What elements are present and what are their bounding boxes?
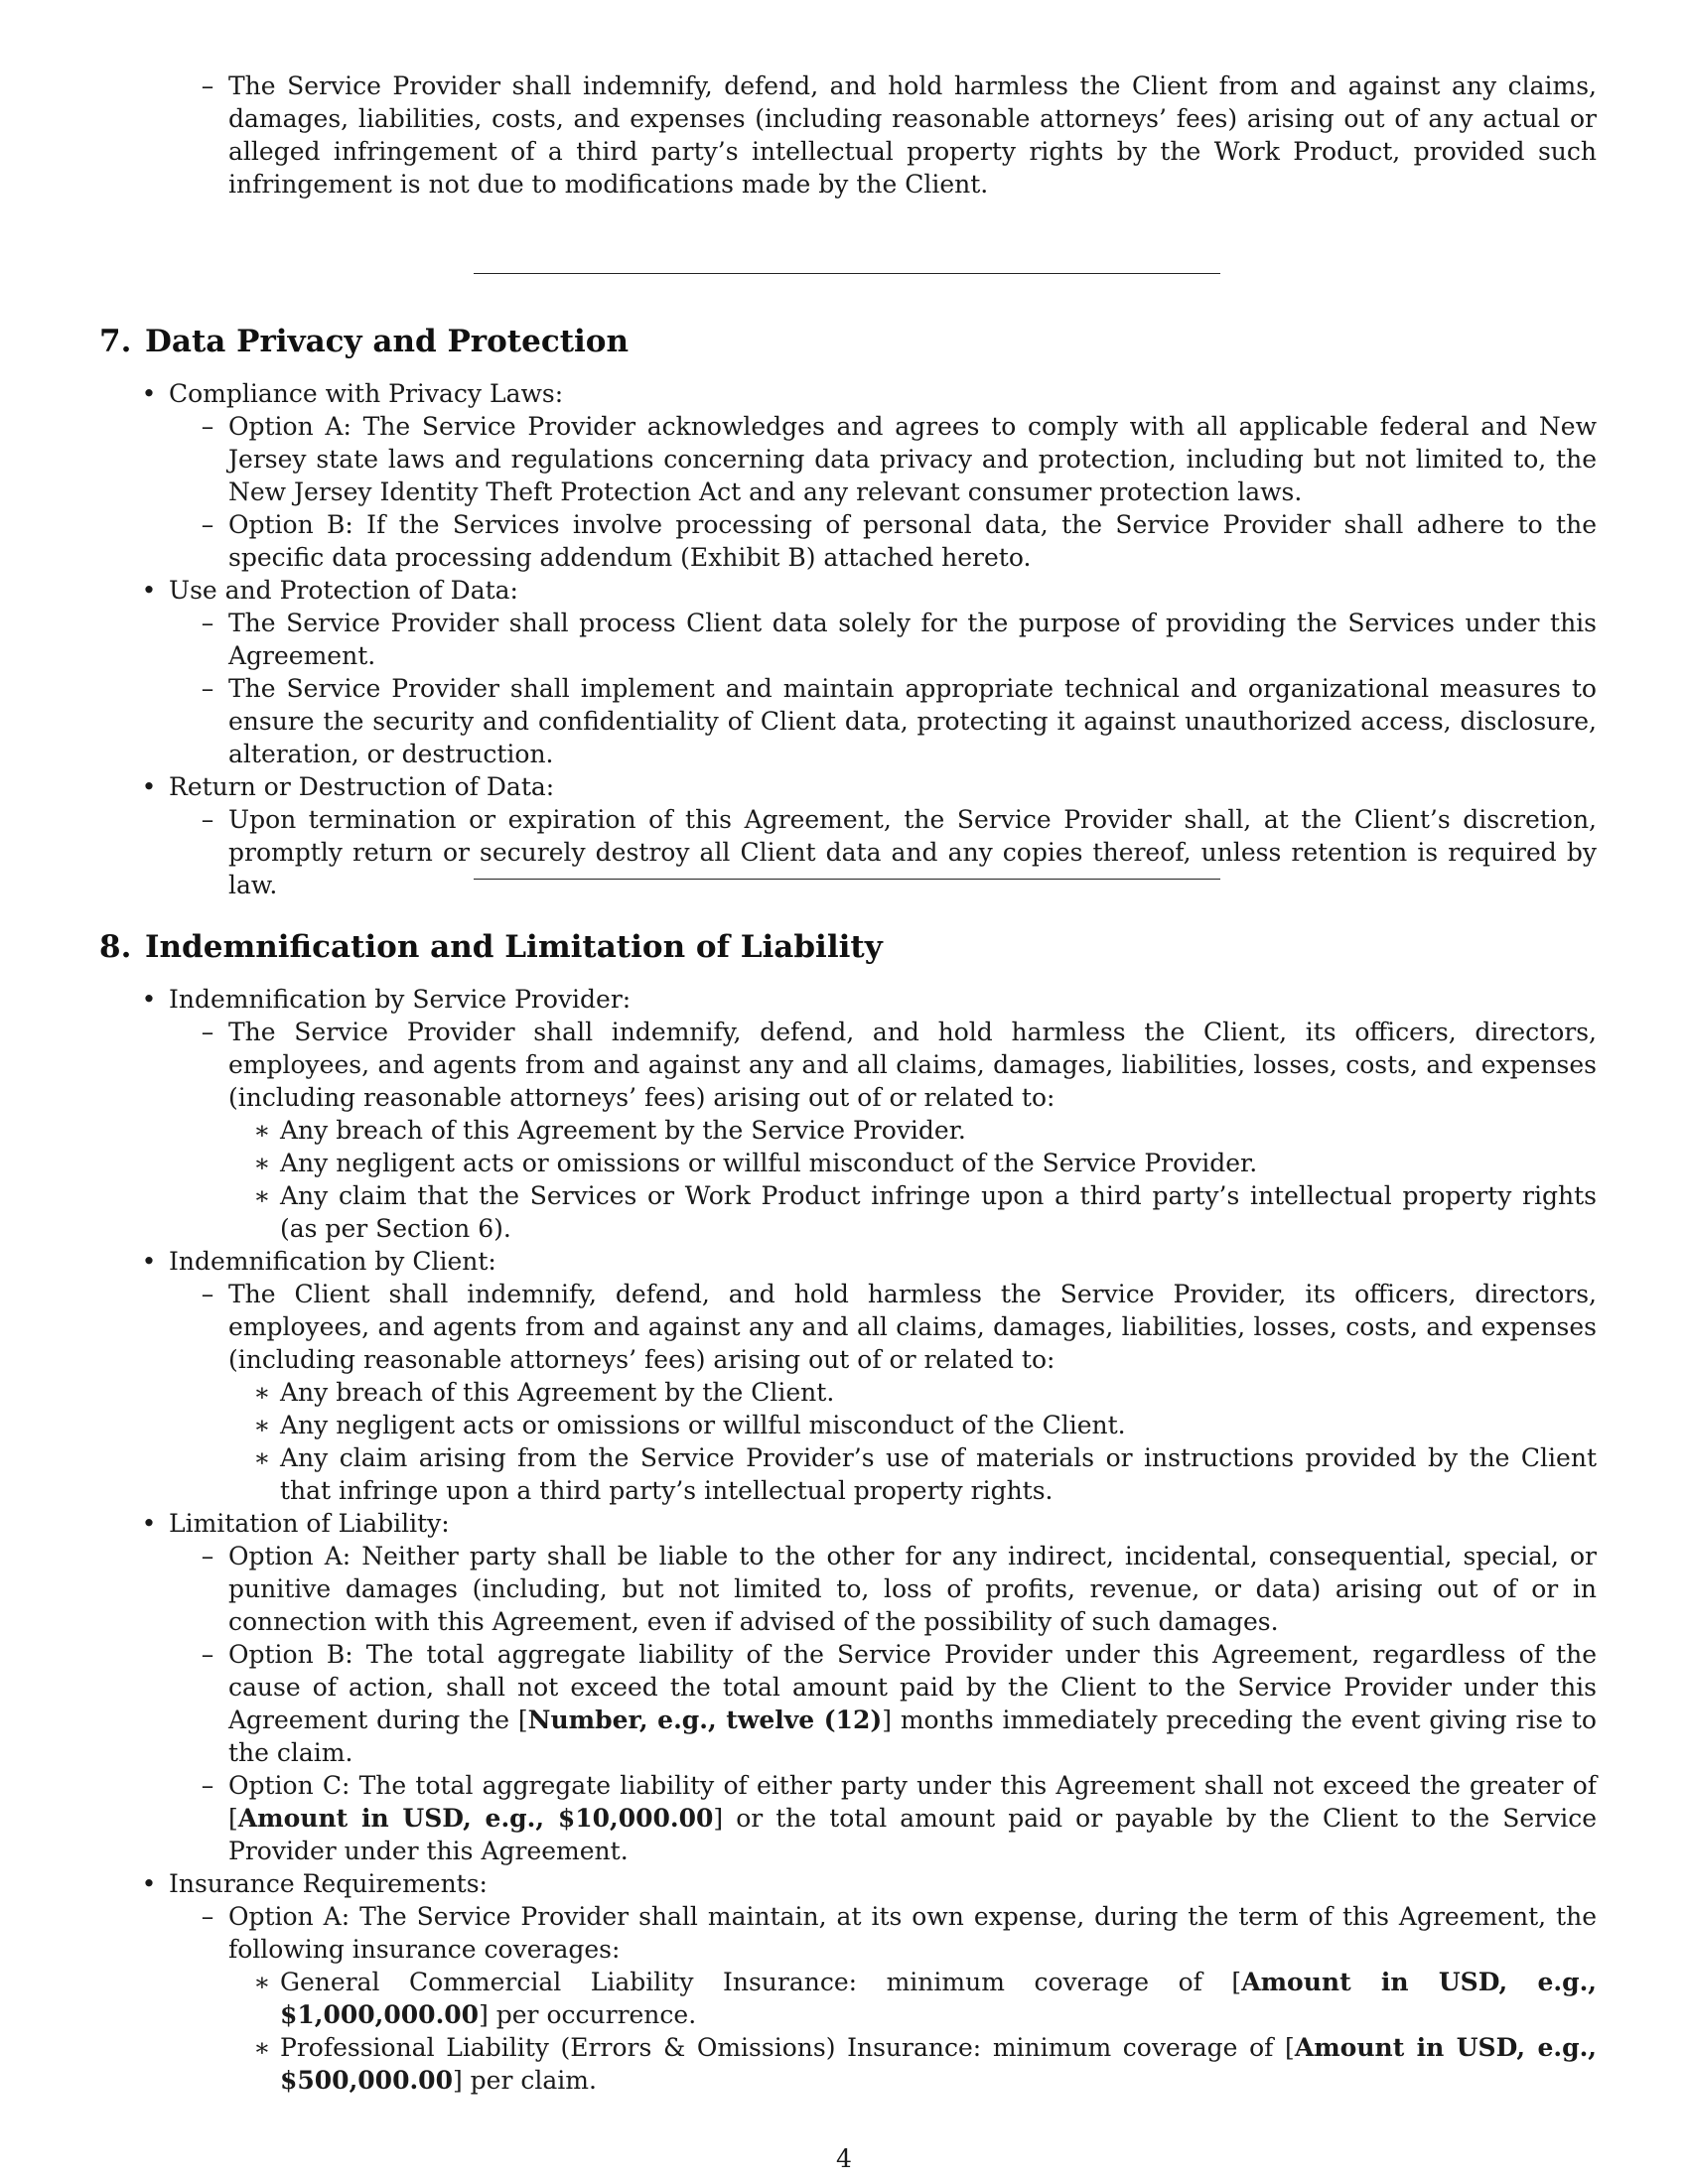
list-item — [99, 803, 1597, 901]
star-marker: ∗ — [253, 1149, 271, 1177]
insurance-sub-2 — [280, 2031, 1597, 2097]
use-item-1: The Service Provider shall process Client data solely for the purpose of providing the Services under this Agreement. — [228, 609, 1597, 670]
dash-marker: – — [201, 805, 214, 834]
list-item — [99, 1769, 1597, 1867]
list-item — [99, 1507, 1597, 1540]
list-item — [99, 377, 1597, 410]
intro-list — [99, 69, 1597, 201]
by-provider-sub-2: Any negligent acts or omissions or willful misconduct of the Service Provider. — [280, 1149, 1258, 1177]
dash-marker: – — [201, 412, 214, 441]
section-number: 7. — [99, 324, 132, 359]
section-8-heading — [99, 928, 883, 966]
dash-marker: – — [201, 1018, 214, 1046]
limitation-option-c — [228, 1769, 1597, 1867]
by-provider-sub-3: Any claim that the Services or Work Product infringe upon a third party’s intellectual property rights (as per Section 6). — [280, 1181, 1597, 1243]
bullet-marker: • — [141, 985, 157, 1014]
by-client-label: Indemnification by Client: — [169, 1247, 496, 1276]
insurance-sub-1-text-end: ] per occurrence. — [479, 2000, 697, 2029]
insurance-label: Insurance Requirements: — [169, 1869, 488, 1898]
bullet-marker: • — [141, 1247, 157, 1276]
dash-marker: – — [201, 71, 214, 100]
section-title: Indemnification and Limitation of Liability — [145, 929, 883, 965]
list-item — [99, 1179, 1597, 1245]
section-7-heading — [99, 323, 629, 360]
list-item — [99, 1441, 1597, 1507]
list-item — [99, 1245, 1597, 1278]
limitation-option-b — [228, 1638, 1597, 1769]
section-number: 8. — [99, 929, 132, 965]
dash-marker: – — [201, 1542, 214, 1570]
page-number: 4 — [836, 2144, 852, 2173]
star-marker: ∗ — [253, 1411, 271, 1439]
dash-marker: – — [201, 1280, 214, 1308]
list-item — [99, 1147, 1597, 1179]
section-title: Data Privacy and Protection — [145, 324, 630, 359]
dash-marker: – — [201, 1640, 214, 1669]
list-item — [99, 508, 1597, 574]
list-item — [99, 1638, 1597, 1769]
list-item — [99, 1540, 1597, 1638]
star-marker: ∗ — [253, 1181, 271, 1210]
by-provider-text: The Service Provider shall indemnify, defend, and hold harmless the Client, its officers, directors, employees, and agents from and against any and all claims, damages, liabilities, losses, costs, and expenses (including reasonable attorneys’ fees) arising out of or related to: — [228, 1018, 1597, 1112]
insurance-option-a: Option A: The Service Provider shall maintain, at its own expense, during the term of this Agreement, the following insurance coverages: — [228, 1902, 1597, 1964]
by-client-sub-3: Any claim arising from the Service Provider’s use of materials or instructions provided by the Client that infringe upon a third party’s intellectual property rights. — [280, 1443, 1597, 1505]
list-item — [99, 1867, 1597, 1900]
return-label: Return or Destruction of Data: — [169, 772, 555, 801]
dash-marker: – — [201, 1771, 214, 1800]
list-item — [99, 69, 1597, 201]
bullet-marker: • — [141, 1509, 157, 1538]
section-divider — [474, 879, 1220, 880]
option-c-text: Option C: The total aggregate liability of either party under this Agreement shall not exceed the greater of [ — [228, 1771, 1597, 1833]
by-client-text: The Client shall indemnify, defend, and hold harmless the Service Provider, its officers, directors, employees, and agents from and against any and all claims, damages, liabilities, losses, costs, and expenses (including reasonable attorneys’ fees) arising out of or related to: — [228, 1280, 1597, 1374]
list-item — [99, 1278, 1597, 1376]
limitation-option-a: Option A: Neither party shall be liable to the other for any indirect, incidental, consequential, special, or punitive damages (including, but not limited to, loss of profits, revenue, or data) arising out of or in connection with this Agreement, even if advised of the possibility of such damages. — [228, 1542, 1597, 1636]
by-client-sub-2: Any negligent acts or omissions or willful misconduct of the Client. — [280, 1411, 1126, 1439]
section-7-list — [99, 377, 1597, 901]
bullet-marker: • — [141, 576, 157, 605]
section-8-list — [99, 983, 1597, 2097]
list-item — [99, 1409, 1597, 1441]
insurance-sub-2-text-end: ] per claim. — [452, 2066, 597, 2095]
star-marker: ∗ — [253, 1378, 271, 1407]
list-item — [99, 1376, 1597, 1409]
insurance-sub-2-text: Professional Liability (Errors & Omissions) Insurance: minimum coverage of [ — [280, 2033, 1295, 2062]
list-item — [99, 1900, 1597, 1966]
list-item — [99, 770, 1597, 803]
option-b-text-end: ] months immediately preceding the event giving rise to the claim. — [228, 1706, 1597, 1767]
compliance-label: Compliance with Privacy Laws: — [169, 379, 564, 408]
bullet-marker: • — [141, 772, 157, 801]
bullet-marker: • — [141, 1869, 157, 1898]
use-item-2: The Service Provider shall implement and maintain appropriate technical and organizational measures to ensure the security and confidentiality of Client data, protecting it against unauthorized access, disclosure, alteration, or destruction. — [228, 674, 1597, 768]
insurance-sub-1-placeholder: Amount in USD, e.g., $1,000,000.00 — [280, 1968, 1597, 2029]
star-marker: ∗ — [253, 1116, 271, 1145]
bullet-marker: • — [141, 379, 157, 408]
dash-marker: – — [201, 510, 214, 539]
insurance-sub-2-placeholder: Amount in USD, e.g., $500,000.00 — [280, 2033, 1597, 2095]
compliance-option-a: Option A: The Service Provider acknowledges and agrees to comply with all applicable federal and New Jersey state laws and regulations concerning data privacy and protection, including but not limited to, the New Jersey Identity Theft Protection Act and any relevant consumer protection laws. — [228, 412, 1597, 506]
list-item — [99, 1114, 1597, 1147]
option-b-text: Option B: The total aggregate liability of the Service Provider under this Agreement, regardless of the cause of action, shall not exceed the total amount paid by the Client to the Service Provider under this Agreement during the [ — [228, 1640, 1597, 1734]
insurance-sub-1-text: General Commercial Liability Insurance: minimum coverage of [ — [280, 1968, 1242, 1996]
option-c-placeholder: Amount in USD, e.g., $10,000.00 — [237, 1804, 714, 1833]
list-item — [99, 2031, 1597, 2097]
list-item — [99, 574, 1597, 607]
star-marker: ∗ — [253, 1968, 271, 1996]
star-marker: ∗ — [253, 1443, 271, 1472]
by-provider-label: Indemnification by Service Provider: — [169, 985, 632, 1014]
option-c-text-end: ] or the total amount paid or payable by the Client to the Service Provider under this Agreement. — [228, 1804, 1598, 1865]
by-provider-sub-1: Any breach of this Agreement by the Service Provider. — [280, 1116, 966, 1145]
limitation-label: Limitation of Liability: — [169, 1509, 450, 1538]
use-label: Use and Protection of Data: — [169, 576, 518, 605]
return-item-1: Upon termination or expiration of this Agreement, the Service Provider shall, at the Client’s discretion, promptly return or securely destroy all Client data and any copies thereof, unless retention is required by law. — [228, 805, 1597, 899]
list-item — [99, 1966, 1597, 2031]
list-item — [99, 672, 1597, 770]
list-item — [99, 607, 1597, 672]
intro-text: The Service Provider shall indemnify, defend, and hold harmless the Client from and against any claims, damages, liabilities, costs, and expenses (including reasonable attorneys’ fees) arising out of any actual or alleged infringement of a third party’s intellectual property rights by the Work Product, provided such infringement is not due to modifications made by the Client. — [228, 71, 1597, 199]
dash-marker: – — [201, 674, 214, 703]
list-item — [99, 1016, 1597, 1114]
by-client-sub-1: Any breach of this Agreement by the Client. — [280, 1378, 835, 1407]
dash-marker: – — [201, 1902, 214, 1931]
dash-marker: – — [201, 609, 214, 637]
list-item — [99, 410, 1597, 508]
star-marker: ∗ — [253, 2033, 271, 2062]
list-item — [99, 983, 1597, 1016]
insurance-sub-1 — [280, 1966, 1597, 2031]
section-divider — [474, 273, 1220, 274]
compliance-option-b: Option B: If the Services involve processing of personal data, the Service Provider shall adhere to the specific data processing addendum (Exhibit B) attached hereto. — [228, 510, 1597, 572]
option-b-placeholder: Number, e.g., twelve (12) — [527, 1706, 883, 1734]
